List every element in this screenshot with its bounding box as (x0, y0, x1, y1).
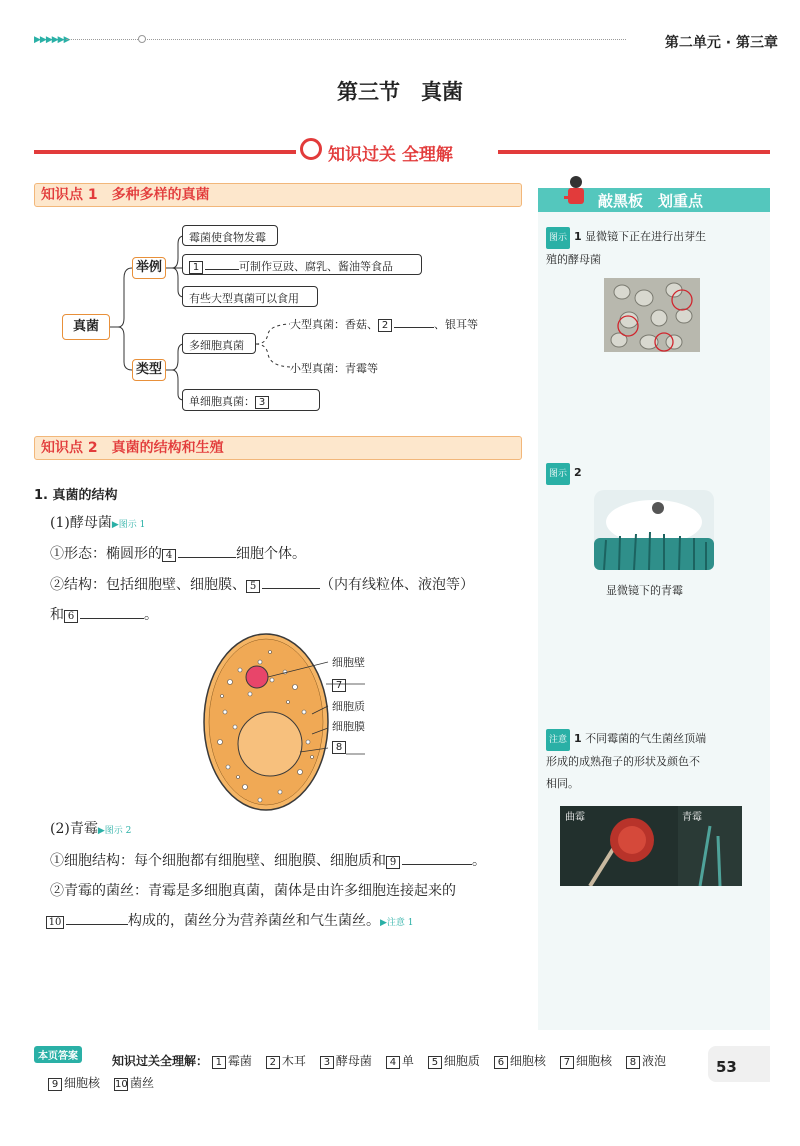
label-cell-wall: 细胞壁 (332, 656, 365, 669)
penicillium-heading: (2)青霉▶图示 2 (50, 821, 132, 837)
answer-item: 7 细胞核 (560, 1054, 612, 1068)
page-number: 53 (716, 1058, 737, 1076)
knowledge-point-2-title: 知识点 2 真菌的结构和生殖 (41, 440, 224, 456)
section-heading-structure: 1. 真菌的结构 (34, 488, 118, 503)
multicellular-fungi: 多细胞真菌 (182, 333, 256, 354)
label-cell-membrane: 细胞膜 (332, 720, 365, 733)
blank-number: 3 (255, 396, 269, 409)
answer-blank (394, 327, 434, 328)
figure-2-badge: 图示 2 (546, 462, 582, 485)
branch-examples: 举例 (132, 257, 166, 279)
penicillium-label: 青霉 (682, 812, 702, 823)
yeast-micrograph (604, 278, 700, 352)
figure-1-caption: 图示 1 显微镜下正在进行出芽生 殖的酵母菌 (546, 226, 766, 271)
yeast-structure: ②结构：包括细胞壁、细胞膜、 5 （内有线粒体、液泡等） (50, 577, 474, 593)
branch-types: 类型 (132, 359, 166, 381)
root-fungi: 真菌 (62, 314, 110, 340)
penicillium-hyphae-1: ②青霉的菌丝：青霉是多细胞真菌，菌体是由许多细胞连接起来的 (50, 883, 456, 899)
answer-blank (66, 924, 128, 925)
yeast-structure-2: 和 6 。 (50, 607, 158, 623)
answer-item: 1 霉菌 (212, 1054, 252, 1068)
answers-row-2 (48, 1074, 168, 1091)
chapter-label: 第二单元 · 第三章 (664, 35, 778, 51)
label-8: 8 (332, 740, 348, 754)
unicellular-fungi: 单细胞真菌： 3 (182, 389, 320, 411)
note-1: 注意 1 不同霉菌的气生菌丝顶端 形成的成熟孢子的形状及颜色不 相同。 (546, 728, 766, 795)
aspergillus-penicillium-photo (560, 806, 742, 886)
knowledge-point-2-bar (34, 436, 522, 460)
concept-map-lines (0, 0, 540, 420)
figure-2-caption: 显微镜下的青霉 (606, 584, 683, 597)
yeast-form: ①形态：椭圆形的 4 细胞个体。 (50, 546, 306, 562)
answer-blank (80, 618, 144, 619)
banner-title: 知识过关 全理解 (328, 145, 453, 165)
example-edible: 有些大型真菌可以食用 (182, 286, 318, 307)
small-fungi: 小型真菌：青霉等 (290, 362, 378, 375)
page-title: 第三节 真菌 (337, 79, 463, 104)
sidebar-title: 敲黑板 划重点 (598, 192, 704, 210)
penicillium-micrograph (594, 490, 714, 570)
answer-item: 6 细胞核 (494, 1054, 546, 1068)
teacher-icon (562, 174, 592, 214)
answer-blank (262, 588, 320, 589)
penicillium-hyphae-2: 10 构成的，菌丝分为营养菌丝和气生菌丝。▶注意 1 (46, 910, 414, 930)
aspergillus-label: 曲霉 (565, 812, 585, 823)
yeast-heading: (1)酵母菌▶图示 1 (50, 515, 146, 531)
example-fermentation-text: 可制作豆豉、腐乳、酱油等食品 (239, 260, 393, 273)
large-fungi: 大型真菌：香菇、 2 、银耳等 (290, 318, 478, 331)
answer-item: 9 细胞核 (48, 1076, 100, 1090)
answer-item: 5 细胞质 (428, 1054, 480, 1068)
label-7: 7 (332, 678, 348, 692)
penicillium-cell-structure: ①细胞结构：每个细胞都有细胞壁、细胞膜、细胞质和 9 。 (50, 853, 486, 869)
example-fermentation (182, 254, 422, 275)
label-cytoplasm: 细胞质 (332, 700, 365, 713)
blank-number: 2 (378, 319, 392, 332)
answer-blank (402, 864, 472, 865)
answer-blank (205, 269, 239, 270)
answers-label: 本页答案 (34, 1046, 82, 1063)
header-arrows: ▶▶▶▶▶▶ (34, 35, 70, 45)
answer-item: 4 单 (386, 1054, 414, 1068)
answer-item: 10 菌丝 (115, 1076, 155, 1090)
knowledge-point-1-title: 知识点 1 多种多样的真菌 (41, 187, 210, 203)
answer-blank (178, 557, 236, 558)
answer-item: 2 木耳 (266, 1054, 306, 1068)
answers-row-1: 知识过关全理解： 1 霉菌 2 木耳 3 酵母菌 4 单 5 细胞质 6 细胞核 7 细胞核 8 液泡 (112, 1054, 666, 1068)
answer-item: 8 液泡 (626, 1054, 666, 1068)
example-mold-spoilage: 霉菌使食物发霉 (182, 225, 278, 246)
answer-item: 3 酵母菌 (320, 1054, 372, 1068)
blank-number: 1 (189, 261, 203, 274)
